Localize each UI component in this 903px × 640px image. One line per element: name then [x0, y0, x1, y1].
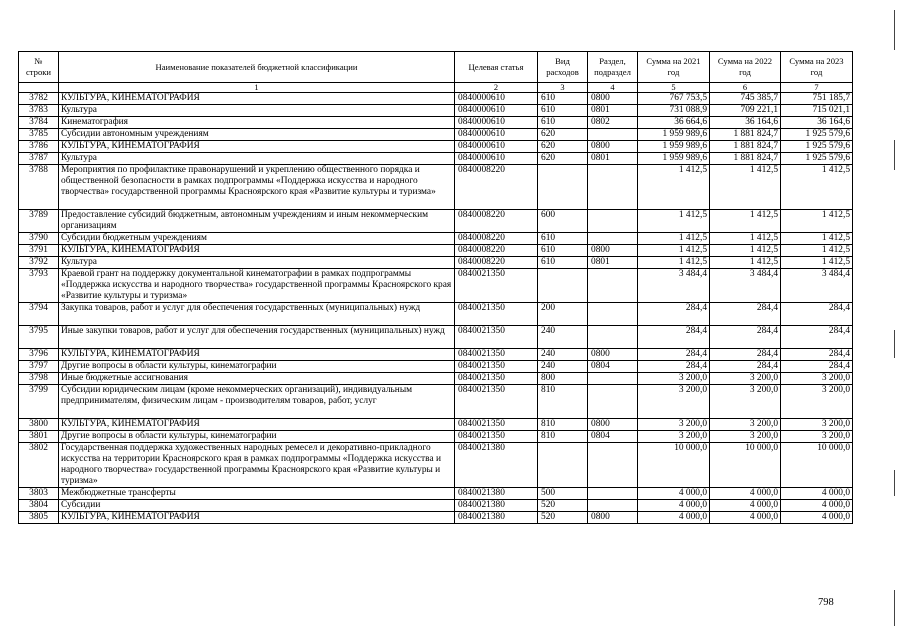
cell-sum-2022: 1 412,5	[710, 233, 781, 245]
cell-name: Субсидии бюджетным учреждениям	[59, 233, 455, 245]
cell-article: 0840008220	[455, 245, 538, 257]
cell-sum-2022: 4 000,0	[710, 512, 781, 524]
cell-sum-2021: 1 412,5	[638, 245, 710, 257]
cell-row-no: 3795	[19, 326, 59, 349]
cell-name: КУЛЬТУРА, КИНЕМАТОГРАФИЯ	[59, 512, 455, 524]
cell-article: 0840021350	[455, 385, 538, 419]
table-row	[19, 349, 853, 361]
cell-row-no: 3804	[19, 500, 59, 512]
cell-sum-2022: 1 881 824,7	[710, 141, 781, 153]
cell-sum-2022: 284,4	[710, 361, 781, 373]
cell-kind: 610	[538, 93, 588, 105]
cell-row-no: 3793	[19, 269, 59, 303]
column-number: 5	[638, 83, 710, 93]
cell-sum-2023: 36 164,6	[781, 117, 853, 129]
cell-name: Краевой грант на поддержку документальной кинематографии в рамках подпрограммы «Поддержка искусства и народного творчества» государственной программы Красноярского края «Развитие культуры и туризма»	[59, 269, 455, 303]
cell-sum-2023: 284,4	[781, 303, 853, 326]
cell-sum-2023: 3 484,4	[781, 269, 853, 303]
cell-sum-2021: 1 412,5	[638, 257, 710, 269]
cell-name: Государственная поддержка художественных народных ремесел и декоративно-прикладного искусства на территории Красноярского края в рамках подпрограммы «Поддержка искусства и народного творчества» государственной программы Красноярского края «Развитие культуры и туризма»	[59, 443, 455, 488]
cell-kind: 620	[538, 153, 588, 165]
cell-article: 0840021350	[455, 361, 538, 373]
cell-article: 0840021350	[455, 349, 538, 361]
cell-sum-2021: 3 200,0	[638, 431, 710, 443]
cell-row-no: 3800	[19, 419, 59, 431]
column-number: 1	[59, 83, 455, 93]
cell-kind: 240	[538, 326, 588, 349]
cell-sum-2021: 4 000,0	[638, 488, 710, 500]
cell-sum-2021: 767 753,5	[638, 93, 710, 105]
table-row	[19, 117, 853, 129]
cell-article: 0840008220	[455, 257, 538, 269]
cell-row-no: 3792	[19, 257, 59, 269]
table-body	[19, 93, 853, 524]
cell-name: Мероприятия по профилактике правонарушений и укреплению общественного порядка и общественной безопасности в рамках подпрограммы «Поддержка искусства и народного творчества» государственной программы Красноярского края «Развитие культуры и туризма»	[59, 165, 455, 210]
cell-sum-2022: 3 200,0	[710, 373, 781, 385]
cell-row-no: 3791	[19, 245, 59, 257]
header-sum-2021: Сумма на 2021 год	[638, 52, 710, 83]
cell-kind: 810	[538, 385, 588, 419]
cell-article: 0840008220	[455, 210, 538, 233]
cell-article: 0840021350	[455, 431, 538, 443]
cell-sum-2023: 3 200,0	[781, 385, 853, 419]
cell-section	[588, 233, 638, 245]
cell-kind: 610	[538, 245, 588, 257]
cell-article: 0840000610	[455, 129, 538, 141]
table-row	[19, 373, 853, 385]
cell-section: 0801	[588, 257, 638, 269]
cell-sum-2022: 36 164,6	[710, 117, 781, 129]
header-section: Раздел, подраздел	[588, 52, 638, 83]
cell-kind: 810	[538, 419, 588, 431]
table-row	[19, 129, 853, 141]
table-row	[19, 419, 853, 431]
column-number: 4	[588, 83, 638, 93]
cell-article: 0840008220	[455, 233, 538, 245]
cell-sum-2022: 3 200,0	[710, 431, 781, 443]
table-row	[19, 361, 853, 373]
table-row	[19, 233, 853, 245]
cell-sum-2023: 715 021,1	[781, 105, 853, 117]
cell-section: 0800	[588, 419, 638, 431]
cell-article: 0840021350	[455, 303, 538, 326]
cell-section: 0800	[588, 349, 638, 361]
cell-sum-2021: 4 000,0	[638, 512, 710, 524]
cell-sum-2022: 284,4	[710, 326, 781, 349]
cell-section: 0800	[588, 245, 638, 257]
table-row	[19, 488, 853, 500]
cell-row-no: 3802	[19, 443, 59, 488]
column-number-row	[19, 83, 853, 93]
cell-section	[588, 385, 638, 419]
cell-sum-2022: 284,4	[710, 303, 781, 326]
table-row	[19, 385, 853, 419]
cell-row-no: 3797	[19, 361, 59, 373]
table-row	[19, 210, 853, 233]
cell-name: Иные бюджетные ассигнования	[59, 373, 455, 385]
cell-name: Культура	[59, 257, 455, 269]
cell-kind	[538, 443, 588, 488]
table-row	[19, 165, 853, 210]
cell-name: Другие вопросы в области культуры, кинематографии	[59, 431, 455, 443]
header-row	[19, 52, 853, 83]
cell-sum-2022: 3 200,0	[710, 419, 781, 431]
cell-row-no: 3794	[19, 303, 59, 326]
cell-kind: 610	[538, 233, 588, 245]
cell-sum-2022: 4 000,0	[710, 500, 781, 512]
cell-sum-2023: 1 412,5	[781, 257, 853, 269]
cell-section	[588, 269, 638, 303]
cell-section	[588, 488, 638, 500]
table-row	[19, 153, 853, 165]
cell-row-no: 3801	[19, 431, 59, 443]
cell-row-no: 3785	[19, 129, 59, 141]
cell-article: 0840021350	[455, 269, 538, 303]
table-row	[19, 141, 853, 153]
scan-edge-mark	[894, 140, 895, 170]
cell-name: Культура	[59, 153, 455, 165]
cell-row-no: 3783	[19, 105, 59, 117]
cell-article: 0840021350	[455, 419, 538, 431]
cell-sum-2023: 284,4	[781, 326, 853, 349]
cell-sum-2023: 3 200,0	[781, 419, 853, 431]
cell-name: Другие вопросы в области культуры, кинематографии	[59, 361, 455, 373]
cell-sum-2022: 709 221,1	[710, 105, 781, 117]
cell-section: 0800	[588, 141, 638, 153]
cell-section	[588, 165, 638, 210]
cell-article: 0840000610	[455, 153, 538, 165]
cell-sum-2022: 1 412,5	[710, 210, 781, 233]
table-row	[19, 105, 853, 117]
cell-section: 0801	[588, 105, 638, 117]
cell-row-no: 3787	[19, 153, 59, 165]
cell-section	[588, 326, 638, 349]
cell-sum-2022: 284,4	[710, 349, 781, 361]
table-row	[19, 431, 853, 443]
cell-sum-2022: 4 000,0	[710, 488, 781, 500]
cell-sum-2021: 1 959 989,6	[638, 153, 710, 165]
cell-kind: 810	[538, 431, 588, 443]
cell-kind: 240	[538, 361, 588, 373]
cell-sum-2023: 284,4	[781, 349, 853, 361]
cell-article: 0840000610	[455, 93, 538, 105]
cell-sum-2023: 3 200,0	[781, 373, 853, 385]
cell-sum-2021: 1 412,5	[638, 233, 710, 245]
cell-name: КУЛЬТУРА, КИНЕМАТОГРАФИЯ	[59, 349, 455, 361]
cell-name: Культура	[59, 105, 455, 117]
cell-row-no: 3799	[19, 385, 59, 419]
cell-sum-2022: 10 000,0	[710, 443, 781, 488]
column-number: 6	[710, 83, 781, 93]
cell-article: 0840021380	[455, 488, 538, 500]
scan-edge-mark	[894, 330, 895, 358]
header-name: Наименование показателей бюджетной классификации	[59, 52, 455, 83]
cell-kind: 200	[538, 303, 588, 326]
column-number: 7	[781, 83, 853, 93]
cell-row-no: 3784	[19, 117, 59, 129]
cell-section	[588, 129, 638, 141]
scan-edge-mark	[894, 10, 895, 50]
cell-sum-2022: 1 881 824,7	[710, 153, 781, 165]
cell-section	[588, 303, 638, 326]
table-row	[19, 257, 853, 269]
cell-sum-2021: 284,4	[638, 349, 710, 361]
cell-section: 0800	[588, 93, 638, 105]
cell-section: 0804	[588, 431, 638, 443]
cell-sum-2021: 3 200,0	[638, 385, 710, 419]
cell-article: 0840008220	[455, 165, 538, 210]
cell-name: Субсидии юридическим лицам (кроме некоммерческих организаций), индивидуальным предпринимателям, физическим лицам - производителям товаров, работ, услуг	[59, 385, 455, 419]
table-row	[19, 500, 853, 512]
cell-sum-2021: 36 664,6	[638, 117, 710, 129]
budget-table	[18, 51, 853, 524]
cell-kind: 610	[538, 257, 588, 269]
cell-sum-2023: 1 412,5	[781, 210, 853, 233]
cell-sum-2022: 3 200,0	[710, 385, 781, 419]
cell-kind	[538, 165, 588, 210]
cell-sum-2021: 284,4	[638, 361, 710, 373]
cell-name: Субсидии	[59, 500, 455, 512]
table-row	[19, 269, 853, 303]
cell-sum-2021: 10 000,0	[638, 443, 710, 488]
cell-sum-2023: 10 000,0	[781, 443, 853, 488]
cell-sum-2021: 1 412,5	[638, 210, 710, 233]
cell-row-no: 3789	[19, 210, 59, 233]
cell-article: 0840000610	[455, 141, 538, 153]
cell-sum-2021: 3 200,0	[638, 419, 710, 431]
cell-sum-2022: 3 484,4	[710, 269, 781, 303]
cell-row-no: 3803	[19, 488, 59, 500]
cell-section	[588, 443, 638, 488]
cell-sum-2021: 284,4	[638, 303, 710, 326]
cell-article: 0840021350	[455, 326, 538, 349]
cell-row-no: 3788	[19, 165, 59, 210]
cell-sum-2021: 731 088,9	[638, 105, 710, 117]
cell-article: 0840000610	[455, 105, 538, 117]
cell-sum-2023: 284,4	[781, 361, 853, 373]
table-row	[19, 512, 853, 524]
cell-name: КУЛЬТУРА, КИНЕМАТОГРАФИЯ	[59, 93, 455, 105]
cell-kind: 600	[538, 210, 588, 233]
cell-kind: 620	[538, 129, 588, 141]
cell-sum-2021: 4 000,0	[638, 500, 710, 512]
cell-sum-2023: 1 925 579,6	[781, 153, 853, 165]
table-row	[19, 443, 853, 488]
cell-name: Закупка товаров, работ и услуг для обеспечения государственных (муниципальных) нужд	[59, 303, 455, 326]
cell-name: Предоставление субсидий бюджетным, автономным учреждениям и иным некоммерческим организациям	[59, 210, 455, 233]
column-number: 3	[538, 83, 588, 93]
cell-sum-2021: 3 484,4	[638, 269, 710, 303]
cell-row-no: 3786	[19, 141, 59, 153]
cell-name: Субсидии автономным учреждениям	[59, 129, 455, 141]
cell-row-no: 3798	[19, 373, 59, 385]
cell-kind: 610	[538, 117, 588, 129]
cell-name: Межбюджетные трансферты	[59, 488, 455, 500]
cell-sum-2023: 1 412,5	[781, 245, 853, 257]
cell-sum-2022: 1 412,5	[710, 245, 781, 257]
cell-section: 0801	[588, 153, 638, 165]
cell-sum-2023: 751 185,7	[781, 93, 853, 105]
cell-sum-2021: 284,4	[638, 326, 710, 349]
cell-kind	[538, 269, 588, 303]
cell-kind: 240	[538, 349, 588, 361]
cell-article: 0840021380	[455, 500, 538, 512]
cell-name: КУЛЬТУРА, КИНЕМАТОГРАФИЯ	[59, 245, 455, 257]
cell-sum-2021: 1 959 989,6	[638, 129, 710, 141]
cell-sum-2023: 1 412,5	[781, 233, 853, 245]
cell-kind: 500	[538, 488, 588, 500]
header-sum-2022: Сумма на 2022 год	[710, 52, 781, 83]
cell-name: Иные закупки товаров, работ и услуг для обеспечения государственных (муниципальных) нужд	[59, 326, 455, 349]
cell-section	[588, 210, 638, 233]
table-row	[19, 245, 853, 257]
cell-kind: 800	[538, 373, 588, 385]
header-row-no: № строки	[19, 52, 59, 83]
cell-sum-2023: 4 000,0	[781, 512, 853, 524]
cell-sum-2023: 1 925 579,6	[781, 141, 853, 153]
scan-edge-mark	[894, 590, 895, 626]
column-number-blank	[19, 83, 59, 93]
cell-sum-2022: 1 412,5	[710, 165, 781, 210]
cell-article: 0840021350	[455, 373, 538, 385]
cell-article: 0840000610	[455, 117, 538, 129]
header-sum-2023: Сумма на 2023 год	[781, 52, 853, 83]
cell-name: Кинематография	[59, 117, 455, 129]
cell-kind: 620	[538, 141, 588, 153]
cell-name: КУЛЬТУРА, КИНЕМАТОГРАФИЯ	[59, 419, 455, 431]
cell-section	[588, 373, 638, 385]
cell-sum-2023: 1 412,5	[781, 165, 853, 210]
cell-article: 0840021380	[455, 443, 538, 488]
scan-edge-mark	[894, 470, 895, 496]
cell-kind: 610	[538, 105, 588, 117]
cell-row-no: 3805	[19, 512, 59, 524]
cell-kind: 520	[538, 500, 588, 512]
cell-sum-2022: 1 412,5	[710, 257, 781, 269]
cell-kind: 520	[538, 512, 588, 524]
cell-row-no: 3790	[19, 233, 59, 245]
cell-name: КУЛЬТУРА, КИНЕМАТОГРАФИЯ	[59, 141, 455, 153]
table-row	[19, 326, 853, 349]
cell-section: 0800	[588, 512, 638, 524]
cell-section: 0804	[588, 361, 638, 373]
cell-sum-2022: 745 385,7	[710, 93, 781, 105]
cell-sum-2023: 1 925 579,6	[781, 129, 853, 141]
cell-sum-2021: 1 412,5	[638, 165, 710, 210]
cell-sum-2022: 1 881 824,7	[710, 129, 781, 141]
cell-sum-2021: 3 200,0	[638, 373, 710, 385]
column-number: 2	[455, 83, 538, 93]
page-number: 798	[818, 597, 834, 608]
cell-row-no: 3796	[19, 349, 59, 361]
cell-sum-2023: 3 200,0	[781, 431, 853, 443]
cell-sum-2023: 4 000,0	[781, 500, 853, 512]
cell-article: 0840021380	[455, 512, 538, 524]
cell-sum-2021: 1 959 989,6	[638, 141, 710, 153]
header-article: Целевая статья	[455, 52, 538, 83]
cell-row-no: 3782	[19, 93, 59, 105]
table-row	[19, 93, 853, 105]
cell-section	[588, 500, 638, 512]
cell-section: 0802	[588, 117, 638, 129]
cell-sum-2023: 4 000,0	[781, 488, 853, 500]
header-kind: Вид расходов	[538, 52, 588, 83]
table-row	[19, 303, 853, 326]
